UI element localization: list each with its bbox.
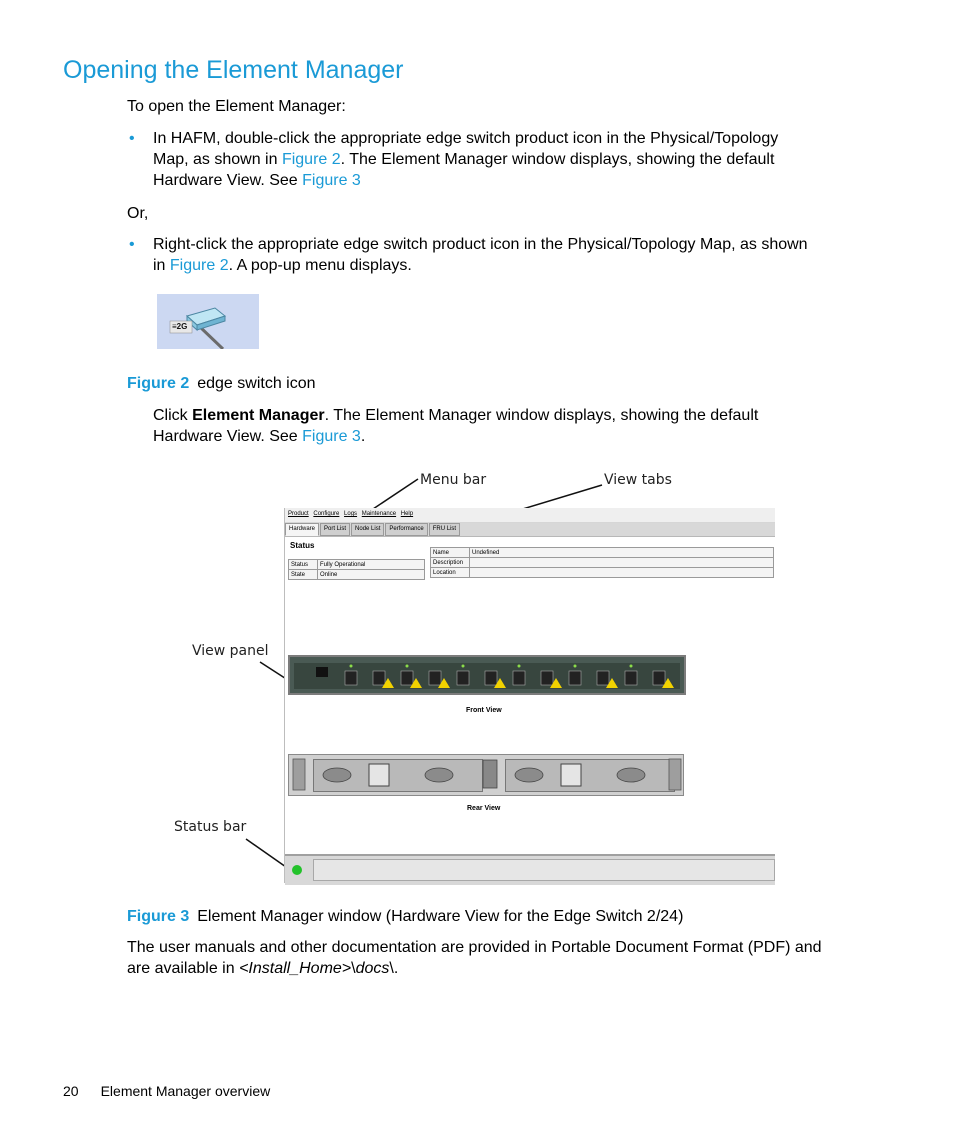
bullet-item-1 (129, 128, 873, 191)
menu-configure[interactable]: Configure (313, 511, 340, 517)
or-text: Or, (127, 205, 149, 222)
menu-bar-callout: Menu bar (420, 472, 487, 488)
front-ports (290, 657, 684, 693)
view-tabs (285, 523, 775, 536)
intro-text: To open the Element Manager: (127, 98, 346, 115)
bullet-icon: • (129, 130, 135, 147)
figure-3-caption: Figure 3 Element Manager window (Hardware View for the Edge Switch 2/24) (127, 908, 684, 925)
view-tabs-callout: View tabs (604, 472, 672, 488)
tab-fru-list[interactable]: FRU List (429, 523, 460, 536)
menu-maintenance[interactable]: Maintenance (361, 511, 397, 517)
bullet1-line1: In HAFM, double-click the appropriate edge switch product icon in the Physical/Topology (153, 130, 779, 147)
tab-hardware[interactable]: Hardware (285, 523, 319, 536)
bullet2-line1: Right-click the appropriate edge switch product icon in the Physical/Topology Map, as shown (153, 236, 808, 253)
click-paragraph: Click Element Manager. The Element Manager window displays, showing the default Hardware View. See Figure 3. (153, 407, 759, 445)
element-manager-term: Element Manager (192, 407, 325, 424)
status-led-icon (292, 865, 302, 875)
menu-logs[interactable]: Logs (344, 511, 358, 517)
rear-view-label: Rear View (467, 805, 501, 812)
tab-performance[interactable]: Performance (385, 523, 427, 536)
view-panel (285, 536, 775, 855)
closing-paragraph: The user manuals and other documentation are provided in Portable Document Format (PDF) and are available in <Install_Home>\docs\. (127, 939, 822, 977)
status-table: Status Fully Operational State Online (288, 559, 425, 580)
tab-node-list[interactable]: Node List (351, 523, 384, 536)
menu-product[interactable]: Product (288, 511, 309, 517)
status-bar (285, 854, 775, 885)
status-section-title: Status (290, 541, 315, 550)
edge-switch-icon-image (157, 294, 259, 349)
properties-table: Name Undefined Description Location (430, 547, 774, 578)
rear-details (289, 755, 683, 795)
bullet1-line3: Hardware View. See Figure 3 (153, 172, 361, 189)
tab-port-list[interactable]: Port List (320, 523, 350, 536)
status-message-field (313, 859, 775, 881)
view-panel-callout: View panel (192, 643, 269, 659)
page-number: 20 (63, 1083, 79, 1099)
bullet2-line2: in Figure 2. A pop-up menu displays. (153, 257, 412, 274)
menu-bar (285, 508, 775, 523)
figure-2-label: Figure 2 (127, 375, 190, 392)
switch-rear-panel[interactable] (288, 754, 684, 796)
footer-section: Element Manager overview (100, 1083, 271, 1099)
speed-badge: ≡2G (172, 322, 188, 331)
bullet-item-2 (129, 234, 883, 276)
figure-3-link[interactable]: Figure 3 (302, 428, 361, 445)
page-footer (63, 1083, 270, 1099)
page-title: Opening the Element Manager (63, 56, 404, 84)
element-manager-screenshot (150, 463, 815, 883)
front-view-label: Front View (466, 707, 502, 714)
figure-2-caption: Figure 2 edge switch icon (127, 375, 316, 392)
element-manager-window (284, 508, 775, 883)
figure-2-link[interactable]: Figure 2 (281, 151, 341, 168)
switch-front-panel[interactable] (288, 655, 686, 695)
status-bar-callout: Status bar (174, 819, 247, 835)
figure-2-link[interactable]: Figure 2 (169, 257, 229, 274)
figure-3-label: Figure 3 (127, 908, 190, 925)
menu-help[interactable]: Help (400, 511, 414, 517)
bullet1-line2: Map, as shown in Figure 2. The Element Manager window displays, showing the default (153, 151, 775, 168)
bullet-icon: • (129, 236, 135, 253)
figure-3-link[interactable]: Figure 3 (302, 172, 361, 189)
